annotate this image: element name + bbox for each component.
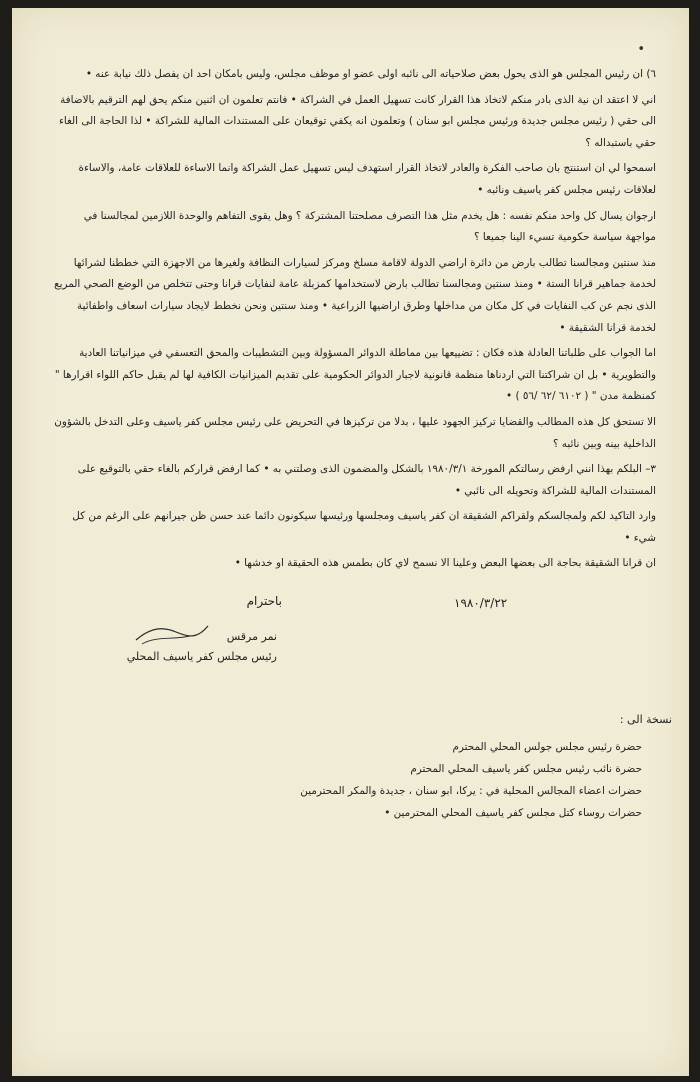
copy-recipient: حضرات اعضاء المجالس المحلية في : يركا، ابو سنان ، جديدة والمكر المحترمين [300,785,642,797]
copy-recipient: حضرة نائب رئيس مجلس كفر ياسيف المحلي المحترم [410,763,642,775]
paragraph: اني لا اعتقد ان نية الذى بادر منكم لاتخاذ هذا القرار كانت تسهيل العمل في الشراكة • فانتم تعلمون ان اثنين منكم يحق لهم الترقيم بالاضافة الى حقي ( رئيس مجلس جديدة ورئيس مجلس ابو سنان ) وتعلمون انه يكفي توقيعان على المستندات المالية للشراكة • لذا الحاجة الى الغاء حقي باستبداله ؟ [58,93,656,149]
letter-date: ١٩٨٠/٣/٢٢ [454,596,508,610]
paragraph: الا تستحق كل هذه المطالب والقضايا تركيز الجهود عليها ، بدلا من تركيزها في التحريض على رئيس مجلس كفر ياسيف وعلى التدخل بالشؤون الداخلية بينه وبين نائبه ؟ [54,415,656,450]
copy-recipient: حضرات روساء كتل مجلس كفر ياسيف المحلي المحترمين • [384,807,642,819]
paragraph: ان قرانا الشقيقة بحاجة الى بعضها البعض وعلينا الا نسمح لاي كان بطمس هذه الحقيقة او خدشها • [234,557,656,570]
paragraph: اسمحوا لي ان استنتج بان صاحب الفكرة والعادر لاتخاذ القرار استهدف ليس تسهيل عمل الشراكة وانما الاساءة للعلاقات عامة، والاساءة لعلاقات رئيس مجلس كفر ياسيف ونائبه • [78,162,656,196]
paragraph: ٦) ان رئيس المجلس هو الذى يحول بعض صلاحياته الى نائبه اولى عضو او موظف مجلس، وليس بامكان احد ان يفصل ذلك نيابة عنه • [85,68,656,80]
closing-regards: باحترام [246,594,282,608]
paragraph: منذ سنتين ومجالسنا تطالب بارض من دائرة اراضي الدولة لاقامة مسلخ ومركز لسيارات النظافة ولغيرها من الاجهزة التي خططنا لشرائها لخدمة جماهير قرانا الستة • ومنذ سنتين ومجالسنا تطالب بارض لاستخدامها كمزبلة عامة لنفايات قرانا وحتى تتخلص من الوضع الصحي المريع الذى نجم عن كب النفايات في كل مكان من مداخلها وطرق اراضيها الزراعية • ومنذ سنتين ونحن نخطط لايجاد سيارات اسعاف واطفائية لخدمة قرانا الشقيقة • [54,256,656,334]
signer-name: نمر مرقس [226,630,277,643]
copies-label: نسخة الى : [619,713,672,726]
paragraph: ارجوان يسال كل واحد منكم نفسه : هل يخدم مثل هذا التصرف مصلحتنا المشتركة ؟ وهل يقوى التفاهم والوحدة اللازمين لمجالسنا في مواجهة سياسة حكومية تسيء الينا جميعا ؟ [83,209,656,244]
paragraph: ٣– البلكم بهذا انني ارفض رسالتكم المورخة ١٩٨٠/٣/١ بالشكل والمضمون الذى وصلتني به • كما ارفض قراركم بالغاء حقي بالتوقيع على المستندات المالية للشراكة وتحويله الى نائبي • [77,463,656,497]
paragraph: اما الجواب على طلباتنا العادلة هذه فكان : تضييعها بين مماطلة الدوائر المسؤولة وبين التشطيبات والمحق التعسفي في ميزانياتنا العادية والتطويرية • بل ان شراكتنا التي اردناها منظمة قانونية لاجبار الدوائر الحكومية على تقديم الميزانيات الكافية لها لم يقبل حاكم اللواء اقرارها " كمنظمة مدن " ( ٦١٠٢ /٦٢ /٥٦ ) • [54,347,656,403]
letter-page [12,8,689,1076]
signer-title: رئيس مجلس كفر ياسيف المحلي [126,650,277,663]
paragraph: وارد التاكيد لكم ولمجالسكم ولقراكم الشقيقة ان كفر ياسيف ومجلسها ورئيسها سيكونون دائما عند حسن ظن جيرانهم على الرغم من كل شيء • [72,510,656,544]
copies-list [162,736,642,824]
corner-mark: • [637,42,645,57]
copy-recipient: حضرة رئيس مجلس جولس المحلي المحترم [452,741,642,753]
letter-body [52,64,656,575]
